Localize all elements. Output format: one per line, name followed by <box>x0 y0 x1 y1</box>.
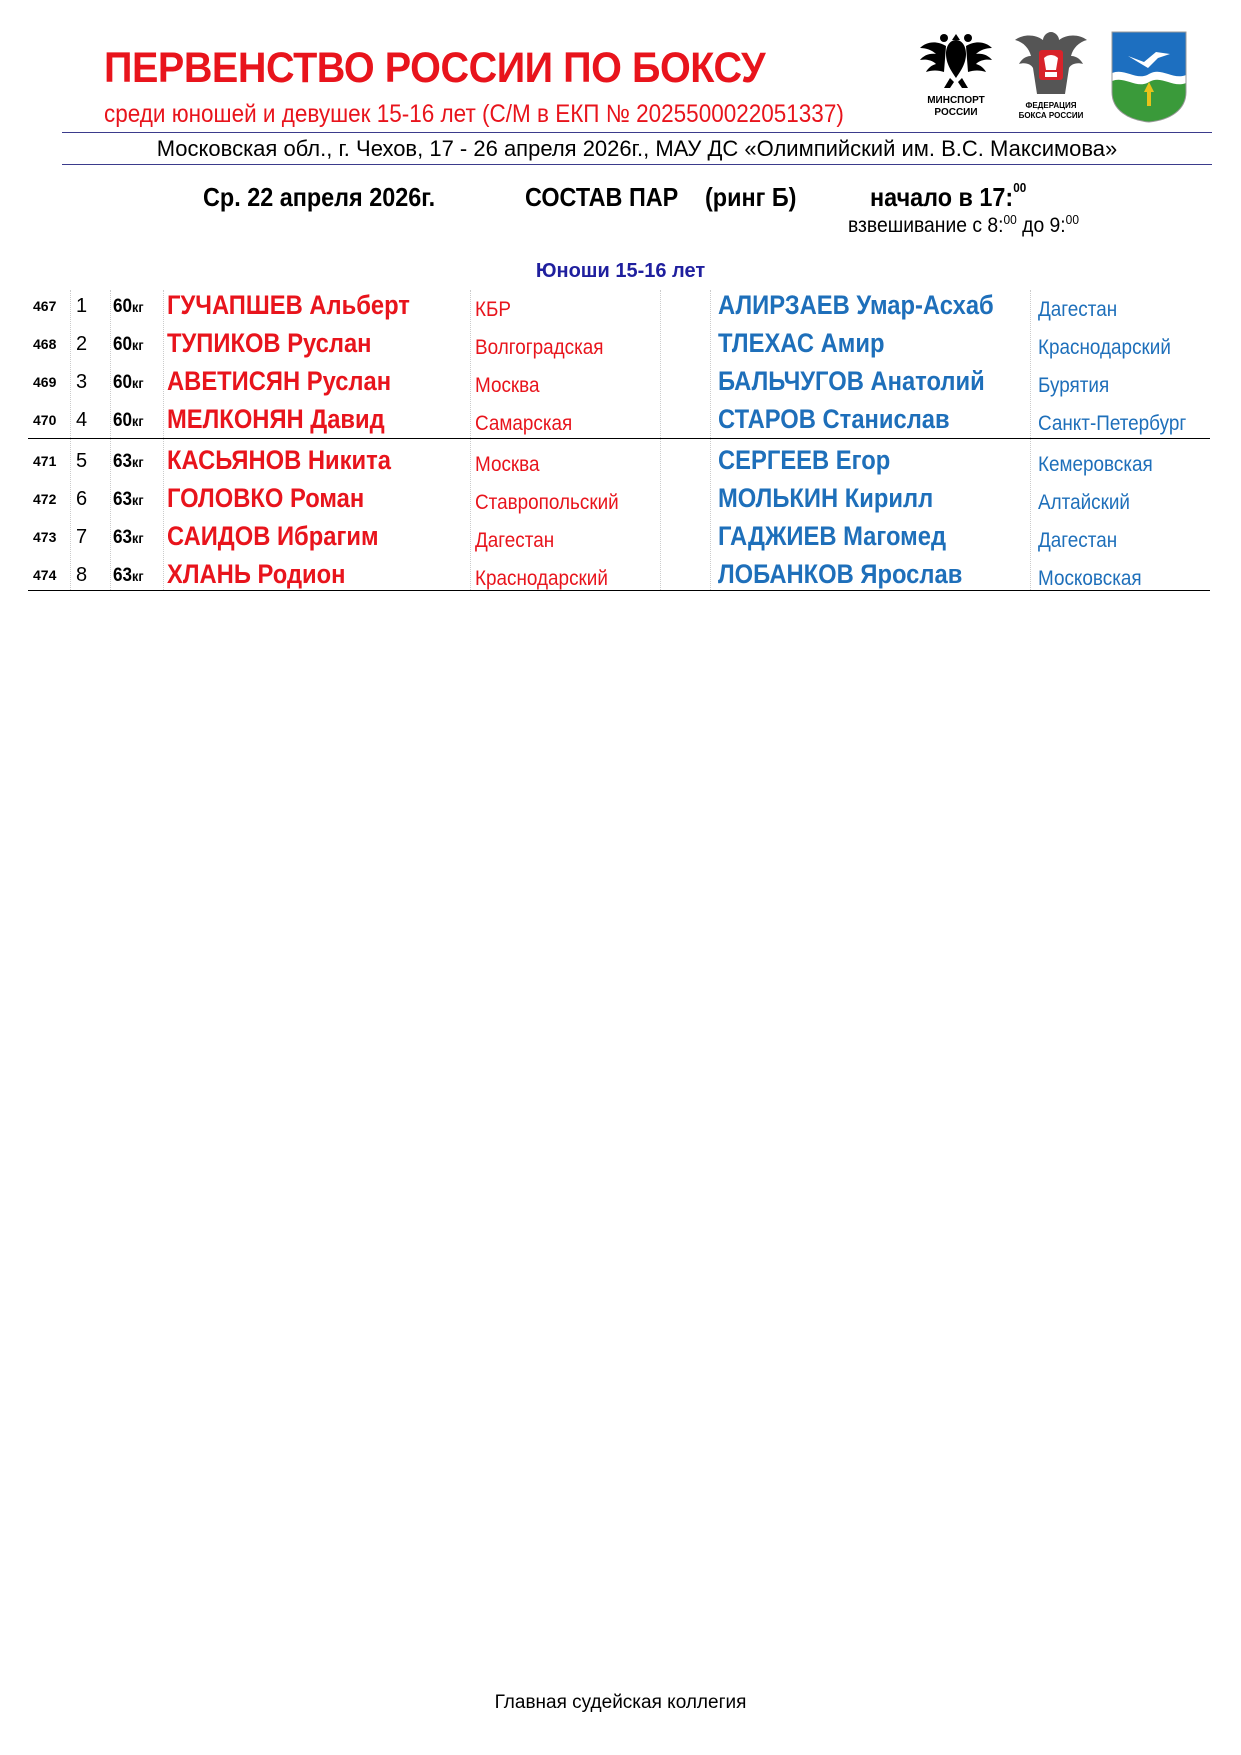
blue-corner-name: АЛИРЗАЕВ Умар-Асхаб <box>718 290 994 320</box>
blue-corner-region: Кемеровская <box>1038 453 1153 476</box>
pair-index: 1 <box>76 295 88 317</box>
weight-value: 60 <box>113 372 133 393</box>
column-guide <box>470 290 471 590</box>
red-corner-name: ГОЛОВКО Роман <box>167 483 365 513</box>
column-guide <box>163 290 164 590</box>
weight-value: 63 <box>113 451 133 472</box>
weight-class <box>113 296 144 318</box>
weight-unit: кг <box>132 299 144 315</box>
bout-number: 469 <box>33 374 57 390</box>
pair-index: 4 <box>76 409 88 431</box>
table-separator <box>28 438 1210 439</box>
weight-value: 60 <box>113 334 133 355</box>
weight-class <box>113 334 144 356</box>
start-time <box>870 182 1026 213</box>
bout-number: 467 <box>33 298 57 314</box>
table-row <box>28 290 1210 328</box>
table-row <box>28 483 1210 521</box>
weight-unit: кг <box>132 454 144 470</box>
pair-index: 5 <box>76 450 88 472</box>
logo-caption: БОКСА РОССИИ <box>1018 111 1084 120</box>
blue-corner-region: Краснодарский <box>1038 336 1171 359</box>
blue-corner-region: Московская <box>1038 567 1142 590</box>
column-guide <box>660 290 661 590</box>
start-time-label: начало в 17: <box>870 182 1014 212</box>
table-row <box>28 328 1210 366</box>
weight-unit: кг <box>132 375 144 391</box>
table-row <box>28 521 1210 559</box>
column-guide <box>110 290 111 590</box>
red-corner-name: ХЛАНЬ Родион <box>167 559 346 589</box>
age-group-heading: Юноши 15-16 лет <box>535 260 706 282</box>
blue-corner-region: Бурятия <box>1038 374 1110 397</box>
red-corner-name: САИДОВ Ибрагим <box>167 521 379 551</box>
column-guide <box>710 290 711 590</box>
logo-caption: МИНСПОРТ <box>927 95 985 106</box>
header-rule-bottom <box>62 164 1212 165</box>
blue-corner-region: Алтайский <box>1038 491 1130 514</box>
bout-number: 470 <box>33 412 57 428</box>
table-row <box>28 366 1210 404</box>
footer-signature: Главная судейская коллегия <box>494 1692 747 1713</box>
weight-value: 63 <box>113 565 133 586</box>
doc-title: СОСТАВ ПАР <box>525 182 679 212</box>
red-corner-region: Москва <box>475 453 540 476</box>
page-title: ПЕРВЕНСТВО РОССИИ ПО БОКСУ <box>104 44 766 92</box>
boxing-federation-emblem-icon <box>1012 28 1090 100</box>
red-corner-name: ГУЧАПШЕВ Альберт <box>167 290 410 320</box>
double-headed-eagle-icon <box>918 28 994 90</box>
weight-unit: кг <box>132 568 144 584</box>
weight-unit: кг <box>132 413 144 429</box>
weight-value: 63 <box>113 489 133 510</box>
column-guide <box>70 290 71 590</box>
ring-label: (ринг Б) <box>705 182 797 212</box>
red-corner-region: Дагестан <box>475 529 555 552</box>
pair-index: 6 <box>76 488 88 510</box>
weight-value: 60 <box>113 410 133 431</box>
weigh-label: взвешивание с 8: <box>848 214 1004 237</box>
red-corner-name: АВЕТИСЯН Руслан <box>167 366 392 396</box>
table-row <box>28 445 1210 483</box>
blue-corner-region: Санкт-Петербург <box>1038 412 1187 435</box>
weight-class <box>113 451 144 473</box>
pair-index: 7 <box>76 526 88 548</box>
bout-number: 473 <box>33 529 57 545</box>
blue-corner-name: ТЛЕХАС Амир <box>718 328 885 358</box>
weigh-to-minutes: 00 <box>1065 212 1079 227</box>
weigh-in-time <box>848 214 1079 238</box>
red-corner-name: МЕЛКОНЯН Давид <box>167 404 385 434</box>
weight-unit: кг <box>132 337 144 353</box>
bout-number: 474 <box>33 567 57 583</box>
blue-corner-name: ГАДЖИЕВ Магомед <box>718 521 947 551</box>
blue-corner-region: Дагестан <box>1038 298 1118 321</box>
red-corner-name: КАСЬЯНОВ Никита <box>167 445 392 475</box>
column-guide <box>1030 290 1031 590</box>
event-date: Ср. 22 апреля 2026г. <box>203 182 436 212</box>
weight-unit: кг <box>132 530 144 546</box>
blue-corner-region: Дагестан <box>1038 529 1118 552</box>
chekhov-coat-of-arms-icon <box>1110 30 1188 124</box>
table-separator <box>28 590 1210 591</box>
pair-index: 2 <box>76 333 88 355</box>
red-corner-region: Ставропольский <box>475 491 619 514</box>
chekhov-logo <box>1110 30 1188 129</box>
header-rule-top <box>62 132 1212 133</box>
bout-number: 468 <box>33 336 57 352</box>
weigh-from-minutes: 00 <box>1003 212 1017 227</box>
boxing-federation-logo <box>1012 28 1090 121</box>
bout-number: 471 <box>33 453 57 469</box>
table-row <box>28 559 1210 597</box>
weight-class <box>113 565 144 587</box>
weight-value: 60 <box>113 296 133 317</box>
logo-caption: РОССИИ <box>934 107 978 118</box>
red-corner-name: ТУПИКОВ Руслан <box>167 328 372 358</box>
weight-value: 63 <box>113 527 133 548</box>
weight-unit: кг <box>132 492 144 508</box>
blue-corner-name: ЛОБАНКОВ Ярослав <box>718 559 963 589</box>
red-corner-region: Самарская <box>475 412 573 435</box>
pair-index: 3 <box>76 371 88 393</box>
weight-class <box>113 527 144 549</box>
blue-corner-name: СЕРГЕЕВ Егор <box>718 445 891 475</box>
venue-text: Московская обл., г. Чехов, 17 - 26 апреля 2026г., МАУ ДС «Олимпийский им. В.С. Максимова» <box>156 136 1118 161</box>
weight-class <box>113 489 144 511</box>
blue-corner-name: СТАРОВ Станислав <box>718 404 950 434</box>
red-corner-region: Краснодарский <box>475 567 608 590</box>
weight-class <box>113 410 144 432</box>
red-corner-region: Волгоградская <box>475 336 604 359</box>
page-subtitle: среди юношей и девушек 15-16 лет (С/М в ЕКП № 2025500022051337) <box>104 100 844 128</box>
weigh-to-label: до 9: <box>1016 214 1066 237</box>
weight-class <box>113 372 144 394</box>
table-row <box>28 404 1210 442</box>
start-time-minutes: 00 <box>1013 180 1027 195</box>
logo-caption: ФЕДЕРАЦИЯ <box>1025 101 1077 110</box>
bout-number: 472 <box>33 491 57 507</box>
minsport-logo <box>918 28 994 119</box>
blue-corner-name: БАЛЬЧУГОВ Анатолий <box>718 366 985 396</box>
pair-index: 8 <box>76 564 88 586</box>
blue-corner-name: МОЛЬКИН Кирилл <box>718 483 934 513</box>
red-corner-region: Москва <box>475 374 540 397</box>
red-corner-region: КБР <box>475 298 512 321</box>
